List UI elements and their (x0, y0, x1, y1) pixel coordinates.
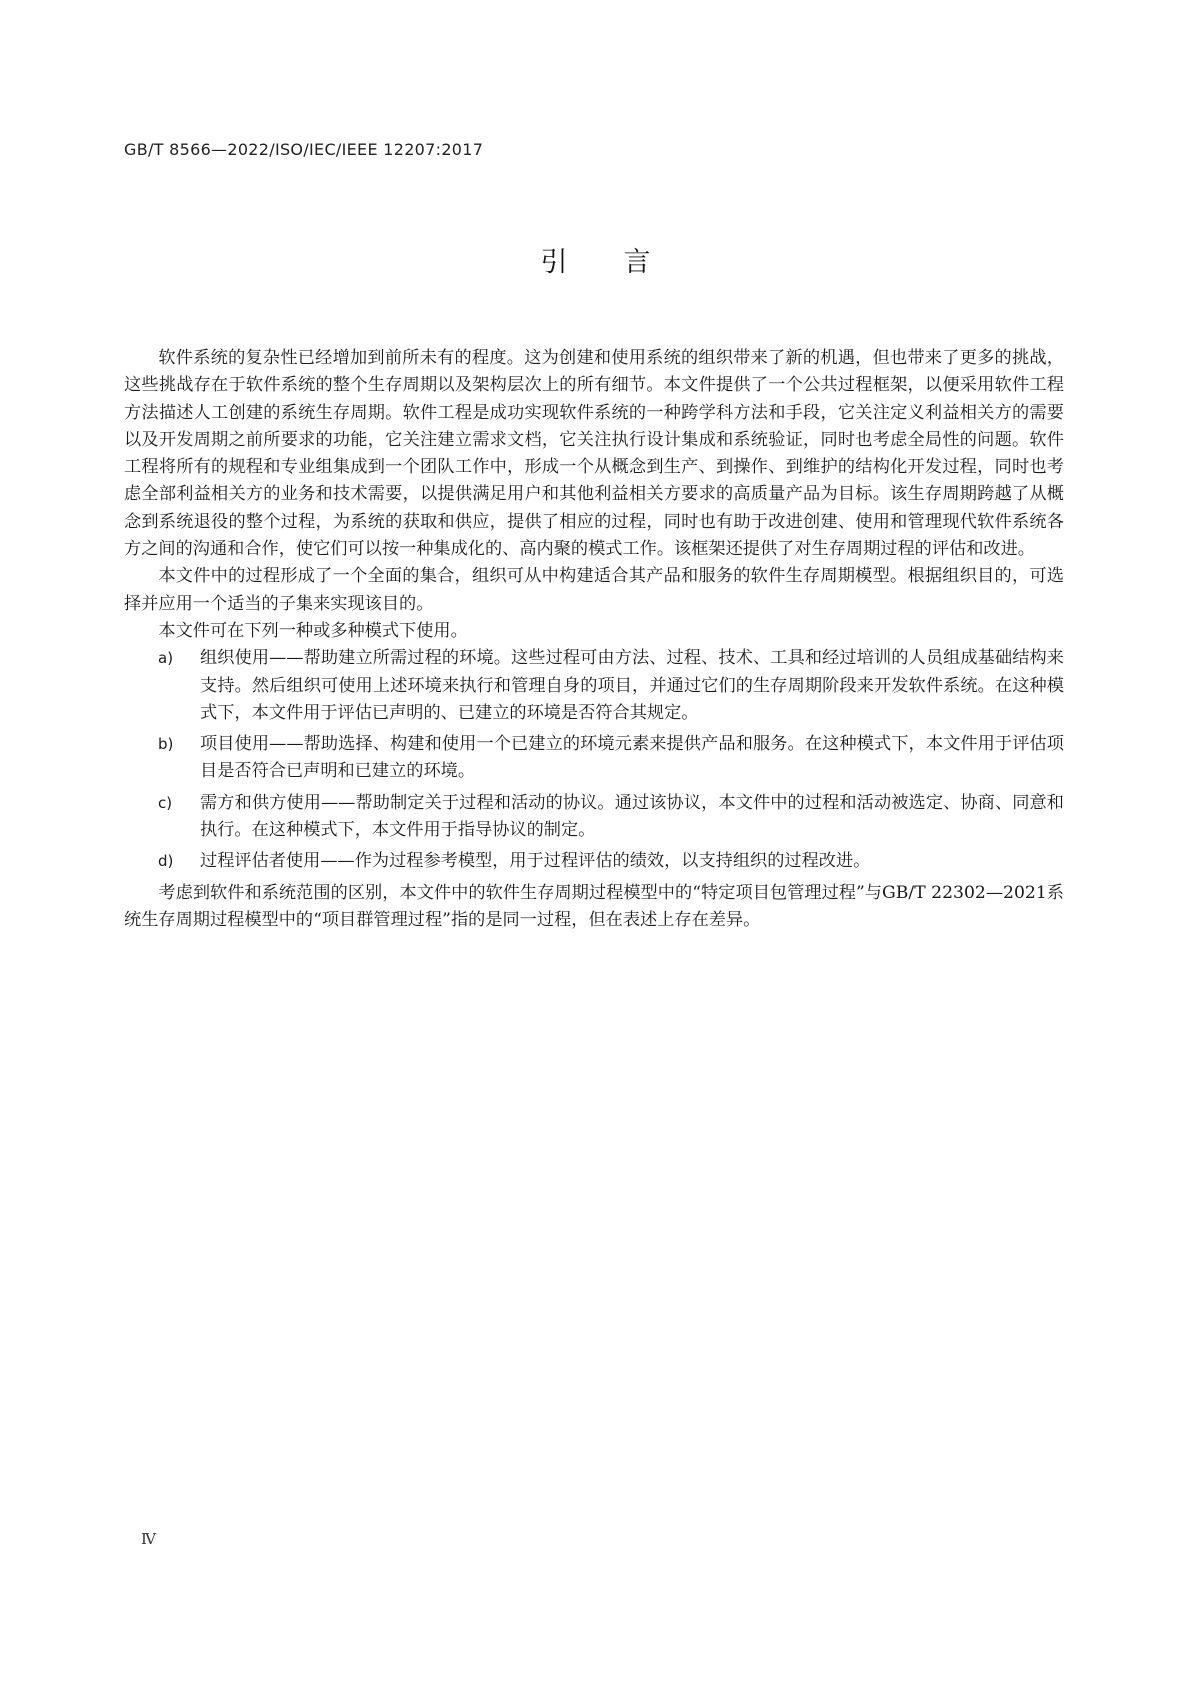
intro-paragraph-2: 本文件中的过程形成了一个全面的集合，组织可从中构建适合其产品和服务的软件生存周期模型。根据组织目的，可选择并应用一个适当的子集来实现该目的。 (124, 566, 1064, 614)
list-item-label: d) (158, 852, 174, 871)
list-item-label: a) (158, 649, 174, 668)
page-number: Ⅳ (141, 1530, 156, 1548)
list-item-label: c) (158, 793, 173, 812)
list-item (124, 790, 1064, 845)
list-item-text: 需方和供方使用——帮助制定关于过程和活动的协议。通过该协议，本文件中的过程和活动被选定、协商、同意和执行。在这种模式下，本文件用于指导协议的制定。 (200, 792, 1064, 841)
list-item-text: 项目使用——帮助选择、构建和使用一个已建立的环境元素来提供产品和服务。在这种模式下，本文件用于评估项目是否符合已声明和已建立的环境。 (200, 734, 1064, 782)
page-title: 引言 (540, 247, 707, 278)
list-item-text: 过程评估者使用——作为过程参考模型，用于过程评估的绩效，以支持组织的过程改进。 (200, 851, 871, 872)
list-item (124, 848, 1064, 875)
intro-paragraph-4: 考虑到软件和系统范围的区别，本文件中的软件生存周期过程模型中的“特定项目包管理过程”与GB/T 22302—2021系统生存周期过程模型中的“项目群管理过程”指的是同一过程，但在表述上存在差异。 (124, 882, 1064, 930)
intro-paragraph-1: 软件系统的复杂性已经增加到前所未有的程度。这为创建和使用系统的组织带来了新的机遇，但也带来了更多的挑战，这些挑战存在于软件系统的整个生存周期以及架构层次上的所有细节。本文件提供了一个公共过程框架，以便采用软件工程方法描述人工创建的系统生存周期。软件工程是成功实现软件系统的一种跨学科方法和手段，它关注定义利益相关方的需要以及开发周期之前所要求的功能，它关注建立需求文档，它关注执行设计集成和系统验证，同时也考虑全局性的问题。软件工程将所有的规程和专业组集成到一个团队工作中，形成一个从概念到生产、到操作、到维护的结构化开发过程，同时也考虑全部利益相关方的业务和技术需要，以提供满足用户和其他利益相关方要求的高质量产品为目标。该生存周期跨越了从概念到系统退役的整个过程，为系统的获取和供应，提供了相应的过程，同时也有助于改进创建、使用和管理现代软件系统各方之间的沟通和合作，使它们可以按一种集成化的、高内聚的模式工作。该框架还提供了对生存周期过程的评估和改进。 (124, 348, 1064, 560)
usage-mode-list (124, 645, 1064, 875)
list-item (124, 645, 1064, 727)
list-item-text: 组织使用——帮助建立所需过程的环境。这些过程可由方法、过程、技术、工具和经过培训的人员组成基础结构来支持。然后组织可使用上述环境来执行和管理自身的项目，并通过它们的生存周期阶段来开发软件系统。在这种模式下，本文件用于评估已声明的、已建立的环境是否符合其规定。 (200, 648, 1064, 723)
introduction-body (124, 345, 1064, 934)
standard-code-header: GB/T 8566—2022/ISO/IEC/IEEE 12207:2017 (124, 140, 484, 159)
list-item-label: b) (158, 735, 174, 754)
intro-paragraph-3: 本文件可在下列一种或多种模式下使用。 (158, 620, 468, 641)
list-item (124, 731, 1064, 786)
